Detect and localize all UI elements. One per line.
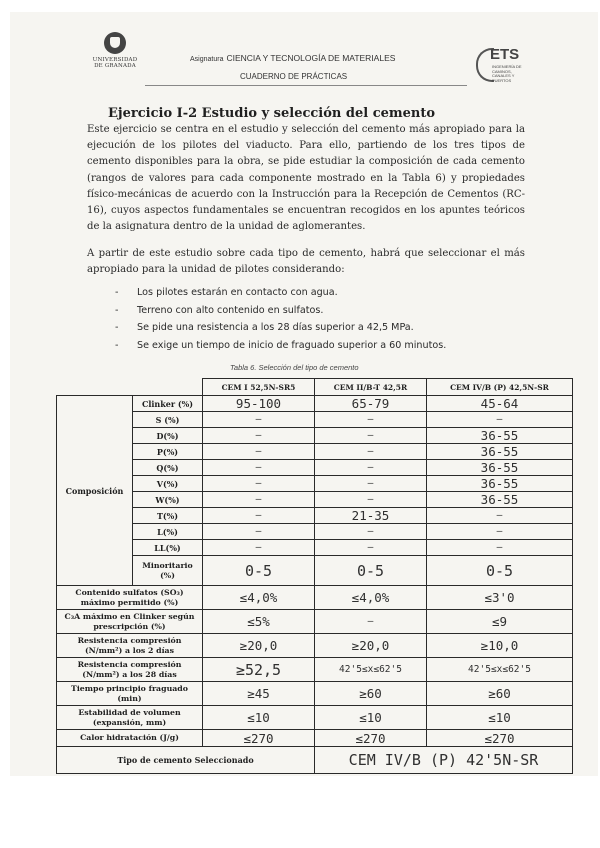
university-logo	[88, 32, 142, 69]
criteria-list	[115, 284, 446, 354]
table-cell: ≤5%	[203, 610, 315, 634]
table-cell: —	[203, 508, 315, 524]
table-cell: 0-5	[203, 556, 315, 586]
row-label: C₃A máximo en Clinker según prescripción (%)	[57, 610, 203, 634]
table-header-row	[57, 379, 573, 396]
selected-cement-label: Tipo de cemento Seleccionado	[57, 747, 315, 774]
table-cell: —	[203, 492, 315, 508]
table-cell: —	[315, 610, 427, 634]
intro-paragraph: Este ejercicio se centra en el estudio y selección del cemento más apropiado para la ejecución de los pilotes del viaducto. Para ello, partiendo de los tres tipos de cemento disponibles para la obra, se pide estudiar la composición de cada cemento (rangos de valores para cada componente mostrado en la Tabla 6) y propiedades físico-mecánicas de acuerdo con la Instrucción para la Recepción de Cementos (RC-16), cuyos aspectos fundamentales se encuentran recogidos en los apuntes teóricos de la asignatura dentro de la unidad de aglomerantes.	[87, 124, 525, 233]
row-label: Clinker (%)	[133, 396, 203, 412]
table-cell: ≥60	[427, 682, 573, 706]
table-cell: ≤270	[315, 730, 427, 747]
table-caption: Tabla 6. Selección del tipo de cemento	[230, 363, 359, 372]
column-header-cem-ii: CEM II/B-T 42,5R	[315, 379, 427, 396]
row-label: Contenido sulfatos (SO₃) máximo permitido (%)	[57, 586, 203, 610]
column-header-cem-iv: CEM IV/B (P) 42,5N-SR	[427, 379, 573, 396]
table-row	[57, 658, 573, 682]
table-cell: —	[315, 412, 427, 428]
table-cell: —	[203, 540, 315, 556]
university-crest-icon	[104, 32, 126, 54]
ets-logo-subtext: INGENIERÍA DE CAMINOS, CANALES Y PUERTOS	[492, 64, 522, 83]
table-cell: ≥20,0	[315, 634, 427, 658]
table-cell: ≤10	[427, 706, 573, 730]
table-cell: ≤9	[427, 610, 573, 634]
table-row	[57, 706, 573, 730]
row-label: Resistencia compresión (N/mm²) a los 28 días	[57, 658, 203, 682]
row-label: Resistencia compresión (N/mm²) a los 2 días	[57, 634, 203, 658]
row-label: P(%)	[133, 444, 203, 460]
table-cell: 36-55	[427, 460, 573, 476]
table-row	[57, 396, 573, 412]
table-row	[57, 412, 573, 428]
selected-cement-value: CEM IV/B (P) 42'5N-SR	[315, 747, 573, 774]
table-cell: 0-5	[315, 556, 427, 586]
row-label: Q(%)	[133, 460, 203, 476]
table-cell: —	[203, 460, 315, 476]
table-row	[57, 508, 573, 524]
composition-group-label: Composición	[57, 396, 133, 586]
header-divider	[145, 85, 467, 86]
table-cell: —	[203, 412, 315, 428]
table-cell: —	[427, 540, 573, 556]
row-label: T(%)	[133, 508, 203, 524]
list-item: - Se exige un tiempo de inicio de fraguado superior a 60 minutos.	[115, 337, 446, 355]
table-row	[57, 428, 573, 444]
table-cell: 42'5≤x≤62'5	[315, 658, 427, 682]
row-label: Minoritario (%)	[133, 556, 203, 586]
table-row	[57, 556, 573, 586]
table-row	[57, 634, 573, 658]
table-cell: —	[427, 524, 573, 540]
table-row	[57, 476, 573, 492]
table-cell: ≤270	[203, 730, 315, 747]
table-row	[57, 492, 573, 508]
table-cell: ≤4,0%	[203, 586, 315, 610]
table-cell: —	[427, 412, 573, 428]
table-row	[57, 540, 573, 556]
table-cell: 36-55	[427, 476, 573, 492]
table-cell: —	[203, 476, 315, 492]
cement-selection-table	[56, 378, 573, 774]
table-cell: ≥60	[315, 682, 427, 706]
table-row	[57, 610, 573, 634]
row-label: S (%)	[133, 412, 203, 428]
table-cell: ≤10	[315, 706, 427, 730]
table-cell: —	[315, 444, 427, 460]
exercise-title: Ejercicio I-2 Estudio y selección del cemento	[108, 106, 436, 121]
ets-logo-text: ETS	[490, 46, 520, 63]
table-cell: ≥52,5	[203, 658, 315, 682]
row-label: L(%)	[133, 524, 203, 540]
subject-header	[190, 53, 395, 63]
table-cell: 45-64	[427, 396, 573, 412]
table-cell: 36-55	[427, 492, 573, 508]
row-label: V(%)	[133, 476, 203, 492]
notebook-title: CUADERNO DE PRÁCTICAS	[240, 72, 348, 81]
table-cell: —	[315, 492, 427, 508]
table-cell: ≤270	[427, 730, 573, 747]
table-cell: 65-79	[315, 396, 427, 412]
table-cell: —	[315, 524, 427, 540]
table-cell: —	[427, 508, 573, 524]
table-cell: —	[315, 460, 427, 476]
row-label: LL(%)	[133, 540, 203, 556]
header-corner	[57, 379, 203, 396]
ets-logo	[476, 46, 524, 82]
table-row	[57, 524, 573, 540]
row-label: W(%)	[133, 492, 203, 508]
table-cell: 0-5	[427, 556, 573, 586]
table-cell: —	[315, 428, 427, 444]
table-cell: ≥45	[203, 682, 315, 706]
table-cell: 36-55	[427, 444, 573, 460]
table-cell: ≤4,0%	[315, 586, 427, 610]
list-item: - Los pilotes estarán en contacto con agua.	[115, 284, 446, 302]
table-cell: 95-100	[203, 396, 315, 412]
table-cell: —	[203, 524, 315, 540]
list-item: - Terreno con alto contenido en sulfatos.	[115, 302, 446, 320]
table-cell: —	[203, 444, 315, 460]
table-cell: 21-35	[315, 508, 427, 524]
table-row	[57, 460, 573, 476]
table-cell: ≥20,0	[203, 634, 315, 658]
table-cell: ≤10	[203, 706, 315, 730]
table-cell: —	[203, 428, 315, 444]
table-cell: —	[315, 540, 427, 556]
subject-name: CIENCIA Y TECNOLOGÍA DE MATERIALES	[226, 53, 396, 63]
table-row	[57, 730, 573, 747]
list-item: - Se pide una resistencia a los 28 días superior a 42,5 MPa.	[115, 319, 446, 337]
row-label: Estabilidad de volumen (expansión, mm)	[57, 706, 203, 730]
row-label: D(%)	[133, 428, 203, 444]
table-cell: 42'5≤x≤62'5	[427, 658, 573, 682]
table-row	[57, 682, 573, 706]
column-header-cem-i: CEM I 52,5N-SR5	[203, 379, 315, 396]
table-row	[57, 586, 573, 610]
row-label: Tiempo principio fraguado (min)	[57, 682, 203, 706]
table-cell: 36-55	[427, 428, 573, 444]
table-row	[57, 444, 573, 460]
table-cell: —	[315, 476, 427, 492]
criteria-paragraph: A partir de este estudio sobre cada tipo de cemento, habrá que seleccionar el más apropiado para la unidad de pilotes considerando:	[87, 248, 525, 276]
subject-label: Asignatura	[190, 56, 224, 63]
table-cell: ≥10,0	[427, 634, 573, 658]
table-cell: ≤3'0	[427, 586, 573, 610]
selected-cement-row	[57, 747, 573, 774]
university-name: UNIVERSIDAD DE GRANADA	[92, 57, 138, 69]
row-label: Calor hidratación (J/g)	[57, 730, 203, 747]
